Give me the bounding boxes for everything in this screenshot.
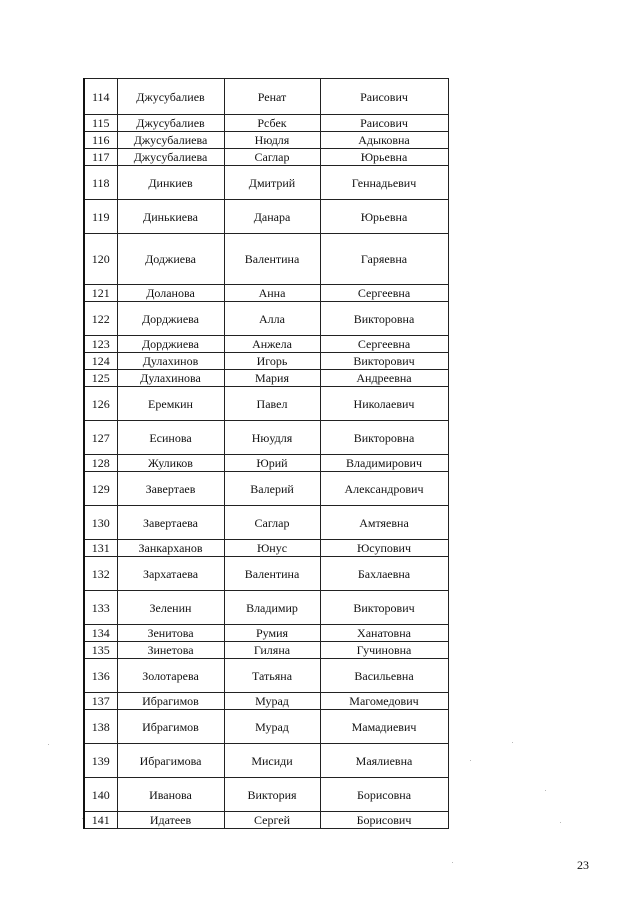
table-row	[84, 591, 448, 625]
table-row	[84, 387, 448, 421]
table-row	[84, 540, 448, 557]
surname-cell: Зинетова	[117, 642, 224, 659]
scan-speck	[512, 742, 513, 743]
patronymic-cell: Мамадиевич	[320, 710, 448, 744]
table-row	[84, 353, 448, 370]
table-row	[84, 302, 448, 336]
surname-cell: Джусубалиева	[117, 132, 224, 149]
patronymic-cell: Сергеевна	[320, 336, 448, 353]
first-name-cell: Дмитрий	[224, 166, 320, 200]
patronymic-cell: Борисович	[320, 812, 448, 829]
table-row	[84, 336, 448, 353]
row-number: 135	[84, 642, 117, 659]
first-name-cell: Данара	[224, 200, 320, 234]
patronymic-cell: Магомедович	[320, 693, 448, 710]
row-number: 141	[84, 812, 117, 829]
first-name-cell: Виктория	[224, 778, 320, 812]
surname-cell: Зархатаева	[117, 557, 224, 591]
surname-cell: Идатеев	[117, 812, 224, 829]
table-row	[84, 166, 448, 200]
row-number: 115	[84, 115, 117, 132]
patronymic-cell: Юрьевна	[320, 200, 448, 234]
patronymic-cell: Юрьевна	[320, 149, 448, 166]
first-name-cell: Алла	[224, 302, 320, 336]
surname-cell: Дулахинов	[117, 353, 224, 370]
surname-cell: Доджиева	[117, 234, 224, 285]
first-name-cell: Татьяна	[224, 659, 320, 693]
first-name-cell: Игорь	[224, 353, 320, 370]
row-number: 123	[84, 336, 117, 353]
scan-speck	[452, 862, 453, 863]
scan-speck	[48, 744, 49, 745]
table-row	[84, 625, 448, 642]
surname-cell: Есинова	[117, 421, 224, 455]
surname-cell: Джусубалиев	[117, 79, 224, 115]
row-number: 126	[84, 387, 117, 421]
row-number: 116	[84, 132, 117, 149]
row-number: 127	[84, 421, 117, 455]
surname-cell: Ибрагимов	[117, 693, 224, 710]
row-number: 139	[84, 744, 117, 778]
surname-cell: Джусубалиев	[117, 115, 224, 132]
row-number: 114	[84, 79, 117, 115]
patronymic-cell: Юсупович	[320, 540, 448, 557]
table-row	[84, 744, 448, 778]
first-name-cell: Нюдля	[224, 132, 320, 149]
patronymic-cell: Борисовна	[320, 778, 448, 812]
row-number: 136	[84, 659, 117, 693]
row-number: 120	[84, 234, 117, 285]
row-number: 117	[84, 149, 117, 166]
row-number: 125	[84, 370, 117, 387]
table-row	[84, 778, 448, 812]
patronymic-cell: Викторовна	[320, 421, 448, 455]
table-row	[84, 79, 448, 115]
first-name-cell: Валентина	[224, 557, 320, 591]
row-number: 130	[84, 506, 117, 540]
row-number: 129	[84, 472, 117, 506]
table-row	[84, 370, 448, 387]
patronymic-cell: Александрович	[320, 472, 448, 506]
surname-cell: Завертаев	[117, 472, 224, 506]
table-row	[84, 472, 448, 506]
table-row	[84, 557, 448, 591]
first-name-cell: Румия	[224, 625, 320, 642]
table-row	[84, 200, 448, 234]
surname-cell: Жуликов	[117, 455, 224, 472]
surname-cell: Доланова	[117, 285, 224, 302]
patronymic-cell: Бахлаевна	[320, 557, 448, 591]
surname-cell: Завертаева	[117, 506, 224, 540]
row-number: 133	[84, 591, 117, 625]
names-table	[83, 78, 449, 829]
patronymic-cell: Сергеевна	[320, 285, 448, 302]
row-number: 121	[84, 285, 117, 302]
patronymic-cell: Викторович	[320, 353, 448, 370]
first-name-cell: Владимир	[224, 591, 320, 625]
scan-speck	[560, 822, 561, 823]
scan-speck	[82, 818, 83, 819]
names-table-body	[84, 79, 448, 829]
surname-cell: Еремкин	[117, 387, 224, 421]
table-row	[84, 285, 448, 302]
surname-cell: Дорджиева	[117, 302, 224, 336]
first-name-cell: Павел	[224, 387, 320, 421]
surname-cell: Золотарева	[117, 659, 224, 693]
table-row	[84, 812, 448, 829]
first-name-cell: Нюудля	[224, 421, 320, 455]
first-name-cell: Саглар	[224, 149, 320, 166]
patronymic-cell: Геннадьевич	[320, 166, 448, 200]
row-number: 132	[84, 557, 117, 591]
first-name-cell: Мурад	[224, 710, 320, 744]
scan-speck	[470, 760, 471, 761]
patronymic-cell: Гаряевна	[320, 234, 448, 285]
scan-speck	[545, 790, 546, 791]
patronymic-cell: Андреевна	[320, 370, 448, 387]
surname-cell: Зенитова	[117, 625, 224, 642]
row-number: 118	[84, 166, 117, 200]
table-row	[84, 149, 448, 166]
first-name-cell: Саглар	[224, 506, 320, 540]
row-number: 128	[84, 455, 117, 472]
surname-cell: Дорджиева	[117, 336, 224, 353]
first-name-cell: Валерий	[224, 472, 320, 506]
surname-cell: Занкарханов	[117, 540, 224, 557]
row-number: 137	[84, 693, 117, 710]
patronymic-cell: Ханатовна	[320, 625, 448, 642]
first-name-cell: Гиляна	[224, 642, 320, 659]
surname-cell: Джусубалиева	[117, 149, 224, 166]
first-name-cell: Мария	[224, 370, 320, 387]
patronymic-cell: Гучиновна	[320, 642, 448, 659]
row-number: 131	[84, 540, 117, 557]
patronymic-cell: Раисович	[320, 79, 448, 115]
table-row	[84, 506, 448, 540]
first-name-cell: Валентина	[224, 234, 320, 285]
surname-cell: Динькиева	[117, 200, 224, 234]
first-name-cell: Рсбек	[224, 115, 320, 132]
patronymic-cell: Адыковна	[320, 132, 448, 149]
table-row	[84, 421, 448, 455]
first-name-cell: Мисиди	[224, 744, 320, 778]
first-name-cell: Юрий	[224, 455, 320, 472]
patronymic-cell: Владимирович	[320, 455, 448, 472]
row-number: 138	[84, 710, 117, 744]
first-name-cell: Анна	[224, 285, 320, 302]
patronymic-cell: Раисович	[320, 115, 448, 132]
first-name-cell: Анжела	[224, 336, 320, 353]
row-number: 122	[84, 302, 117, 336]
patronymic-cell: Васильевна	[320, 659, 448, 693]
row-number: 140	[84, 778, 117, 812]
patronymic-cell: Маялиевна	[320, 744, 448, 778]
surname-cell: Динкиев	[117, 166, 224, 200]
table-row	[84, 234, 448, 285]
first-name-cell: Ренат	[224, 79, 320, 115]
first-name-cell: Мурад	[224, 693, 320, 710]
first-name-cell: Юнус	[224, 540, 320, 557]
surname-cell: Дулахинова	[117, 370, 224, 387]
surname-cell: Ибрагимова	[117, 744, 224, 778]
table-row	[84, 642, 448, 659]
table-row	[84, 115, 448, 132]
surname-cell: Зеленин	[117, 591, 224, 625]
page-number: 23	[577, 858, 589, 872]
surname-cell: Ибрагимов	[117, 710, 224, 744]
row-number: 124	[84, 353, 117, 370]
row-number: 119	[84, 200, 117, 234]
surname-cell: Иванова	[117, 778, 224, 812]
patronymic-cell: Амтяевна	[320, 506, 448, 540]
table-row	[84, 455, 448, 472]
table-row	[84, 710, 448, 744]
row-number: 134	[84, 625, 117, 642]
first-name-cell: Сергей	[224, 812, 320, 829]
patronymic-cell: Николаевич	[320, 387, 448, 421]
table-row	[84, 659, 448, 693]
patronymic-cell: Викторовна	[320, 302, 448, 336]
table-row	[84, 693, 448, 710]
table-row	[84, 132, 448, 149]
patronymic-cell: Викторович	[320, 591, 448, 625]
